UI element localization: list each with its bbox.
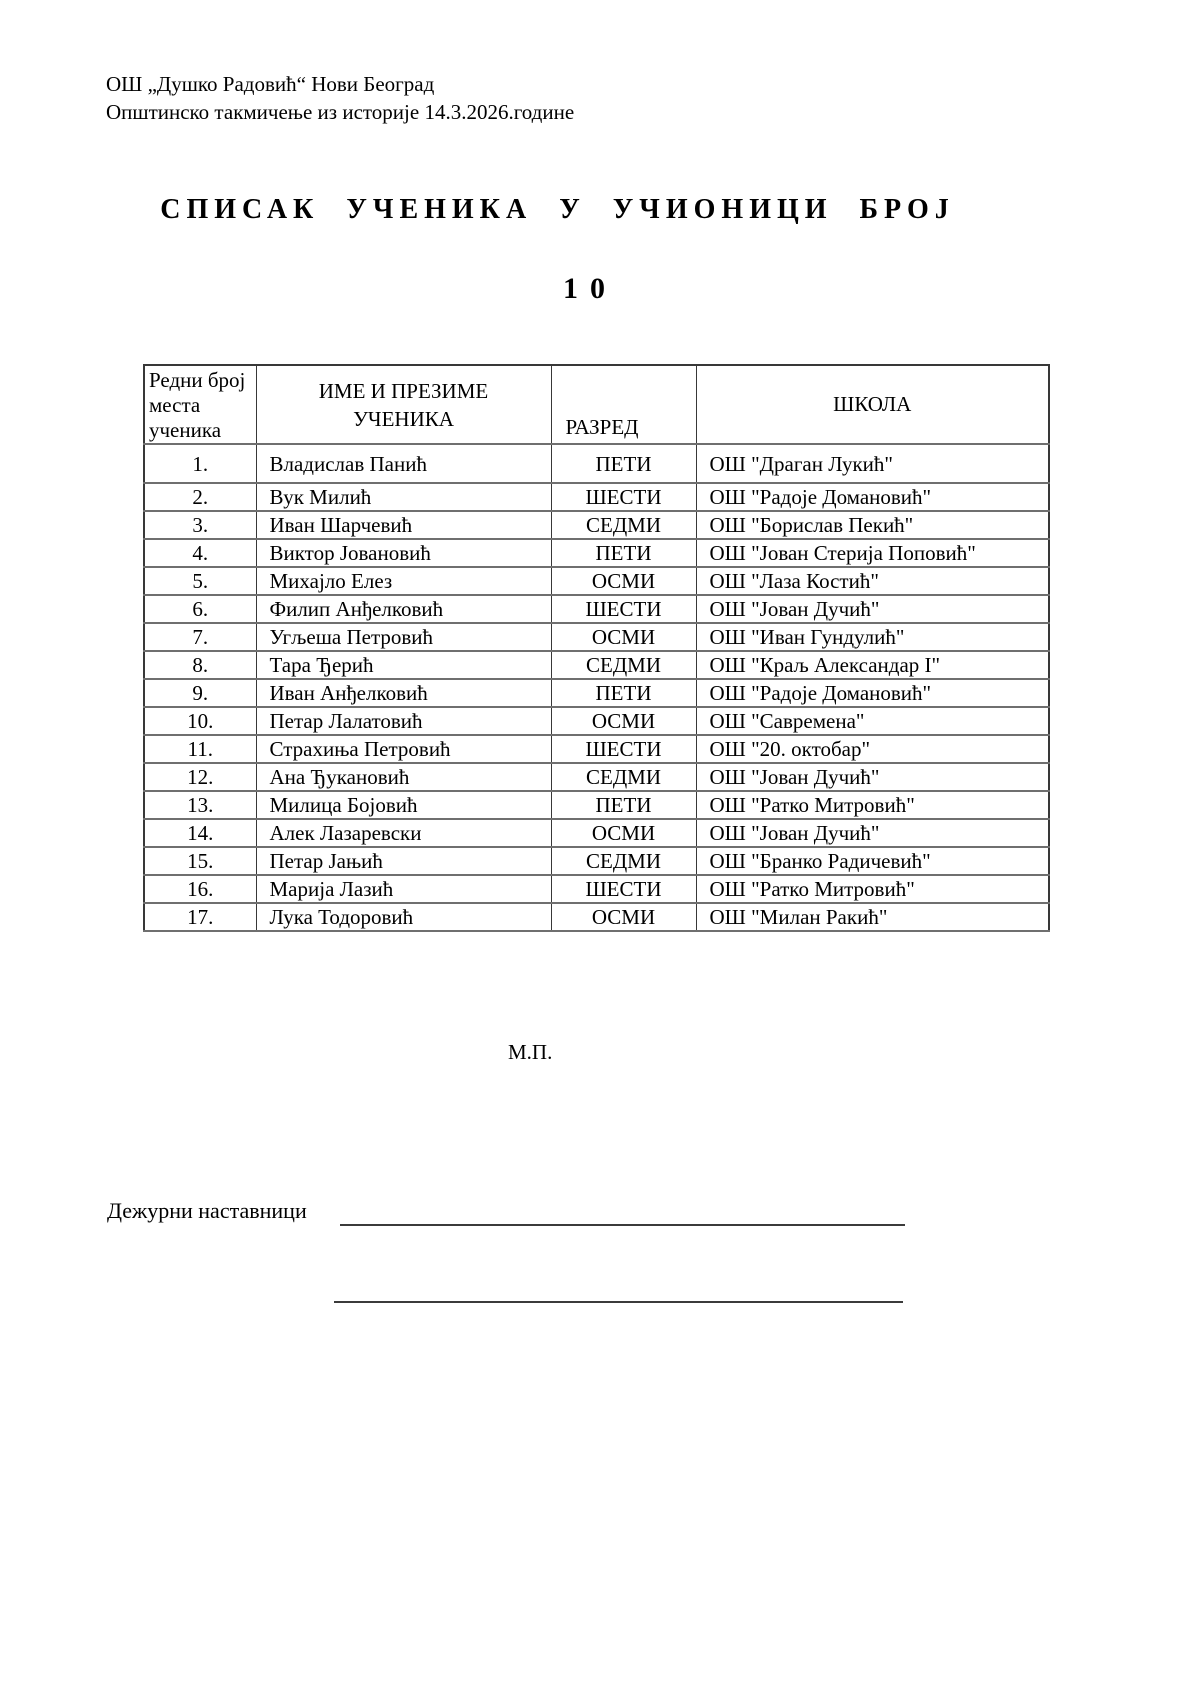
student-school: ОШ "Краљ Александар I": [696, 651, 1049, 679]
student-grade: ОСМИ: [551, 707, 696, 735]
student-name: Виктор Јовановић: [256, 539, 551, 567]
student-grade: СЕДМИ: [551, 651, 696, 679]
student-school: ОШ "Драган Лукић": [696, 444, 1049, 483]
student-ordinal: 4.: [144, 539, 256, 567]
student-name: Угљеша Петровић: [256, 623, 551, 651]
teacher-signature-line-2: [334, 1301, 903, 1303]
student-grade: ПЕТИ: [551, 539, 696, 567]
room-number: 10: [563, 272, 617, 305]
student-school: ОШ "Ратко Митровић": [696, 791, 1049, 819]
student-grade: ШЕСТИ: [551, 595, 696, 623]
school-header: [106, 70, 574, 126]
column-header-ordinal: Редни број места ученика: [144, 365, 256, 444]
student-school: ОШ "Јован Дучић": [696, 763, 1049, 791]
school-name-line: ОШ „Душко Радовић“ Нови Београд: [106, 72, 435, 96]
student-grade: ОСМИ: [551, 623, 696, 651]
student-grade: ОСМИ: [551, 903, 696, 931]
student-grade: ПЕТИ: [551, 791, 696, 819]
table-row: [144, 735, 1049, 763]
student-school: ОШ "Савремена": [696, 707, 1049, 735]
table-row: [144, 707, 1049, 735]
student-name: Ана Ђукановић: [256, 763, 551, 791]
table-row: [144, 763, 1049, 791]
student-ordinal: 16.: [144, 875, 256, 903]
student-grade: СЕДМИ: [551, 847, 696, 875]
student-school: ОШ "Радоје Домановић": [696, 679, 1049, 707]
table-row: [144, 651, 1049, 679]
page-title: СПИСАК УЧЕНИКА У УЧИОНИЦИ БРОЈ: [160, 194, 955, 225]
student-ordinal: 3.: [144, 511, 256, 539]
table-row: [144, 679, 1049, 707]
student-school: ОШ "Бранко Радичевић": [696, 847, 1049, 875]
table-row: [144, 539, 1049, 567]
student-name: Милица Бојовић: [256, 791, 551, 819]
student-name: Иван Шарчевић: [256, 511, 551, 539]
student-school: ОШ "Милан Ракић": [696, 903, 1049, 931]
table-row: [144, 819, 1049, 847]
student-table-body: [144, 444, 1049, 931]
student-name: Петар Лалатовић: [256, 707, 551, 735]
student-ordinal: 17.: [144, 903, 256, 931]
student-grade: СЕДМИ: [551, 763, 696, 791]
student-name: Филип Анђелковић: [256, 595, 551, 623]
student-grade: ОСМИ: [551, 819, 696, 847]
student-roster-table: [143, 364, 1050, 932]
student-name: Михајло Елез: [256, 567, 551, 595]
table-row: [144, 595, 1049, 623]
student-name: Тара Ђерић: [256, 651, 551, 679]
table-row: [144, 444, 1049, 483]
student-ordinal: 7.: [144, 623, 256, 651]
table-row: [144, 791, 1049, 819]
student-ordinal: 11.: [144, 735, 256, 763]
student-name: Лука Тодоровић: [256, 903, 551, 931]
table-row: [144, 483, 1049, 511]
table-row: [144, 875, 1049, 903]
student-grade: СЕДМИ: [551, 511, 696, 539]
competition-line: Општинско такмичење из историје 14.3.2026.године: [106, 100, 575, 124]
student-school: ОШ "Лаза Костић": [696, 567, 1049, 595]
table-row: [144, 511, 1049, 539]
student-ordinal: 8.: [144, 651, 256, 679]
column-header-grade: РАЗРЕД: [551, 365, 696, 444]
student-grade: ПЕТИ: [551, 444, 696, 483]
student-name: Вук Милић: [256, 483, 551, 511]
student-school: ОШ "Радоје Домановић": [696, 483, 1049, 511]
table-header-row: [144, 365, 1049, 444]
student-school: ОШ "Јован Стерија Поповић": [696, 539, 1049, 567]
student-name: Марија Лазић: [256, 875, 551, 903]
room-number-wrap: [0, 272, 1180, 306]
student-ordinal: 1.: [144, 444, 256, 483]
student-ordinal: 14.: [144, 819, 256, 847]
student-name: Иван Анђелковић: [256, 679, 551, 707]
student-school: ОШ "Ратко Митровић": [696, 875, 1049, 903]
column-header-student-name: ИМЕ И ПРЕЗИМЕ УЧЕНИКА: [256, 365, 551, 444]
column-header-school: ШКОЛА: [696, 365, 1049, 444]
student-ordinal: 9.: [144, 679, 256, 707]
student-name: Петар Јањић: [256, 847, 551, 875]
student-ordinal: 2.: [144, 483, 256, 511]
student-school: ОШ "Иван Гундулић": [696, 623, 1049, 651]
student-ordinal: 15.: [144, 847, 256, 875]
student-school: ОШ "Борислав Пекић": [696, 511, 1049, 539]
student-school: ОШ "Јован Дучић": [696, 819, 1049, 847]
student-ordinal: 12.: [144, 763, 256, 791]
table-row: [144, 847, 1049, 875]
student-grade: ПЕТИ: [551, 679, 696, 707]
student-ordinal: 5.: [144, 567, 256, 595]
table-row: [144, 623, 1049, 651]
student-grade: ШЕСТИ: [551, 735, 696, 763]
student-name: Алек Лазаревски: [256, 819, 551, 847]
title-wrap: [0, 194, 1115, 226]
teacher-signature-line-1: [340, 1224, 905, 1226]
student-grade: ШЕСТИ: [551, 875, 696, 903]
teachers-on-duty-label: Дежурни наставници: [107, 1198, 307, 1223]
student-ordinal: 13.: [144, 791, 256, 819]
student-ordinal: 10.: [144, 707, 256, 735]
student-school: ОШ "Јован Дучић": [696, 595, 1049, 623]
table-row: [144, 567, 1049, 595]
stamp-placeholder: М.П.: [508, 1040, 553, 1064]
student-ordinal: 6.: [144, 595, 256, 623]
student-grade: ШЕСТИ: [551, 483, 696, 511]
student-grade: ОСМИ: [551, 567, 696, 595]
student-name: Страхиња Петровић: [256, 735, 551, 763]
student-school: ОШ "20. октобар": [696, 735, 1049, 763]
student-name: Владислав Панић: [256, 444, 551, 483]
table-row: [144, 903, 1049, 931]
